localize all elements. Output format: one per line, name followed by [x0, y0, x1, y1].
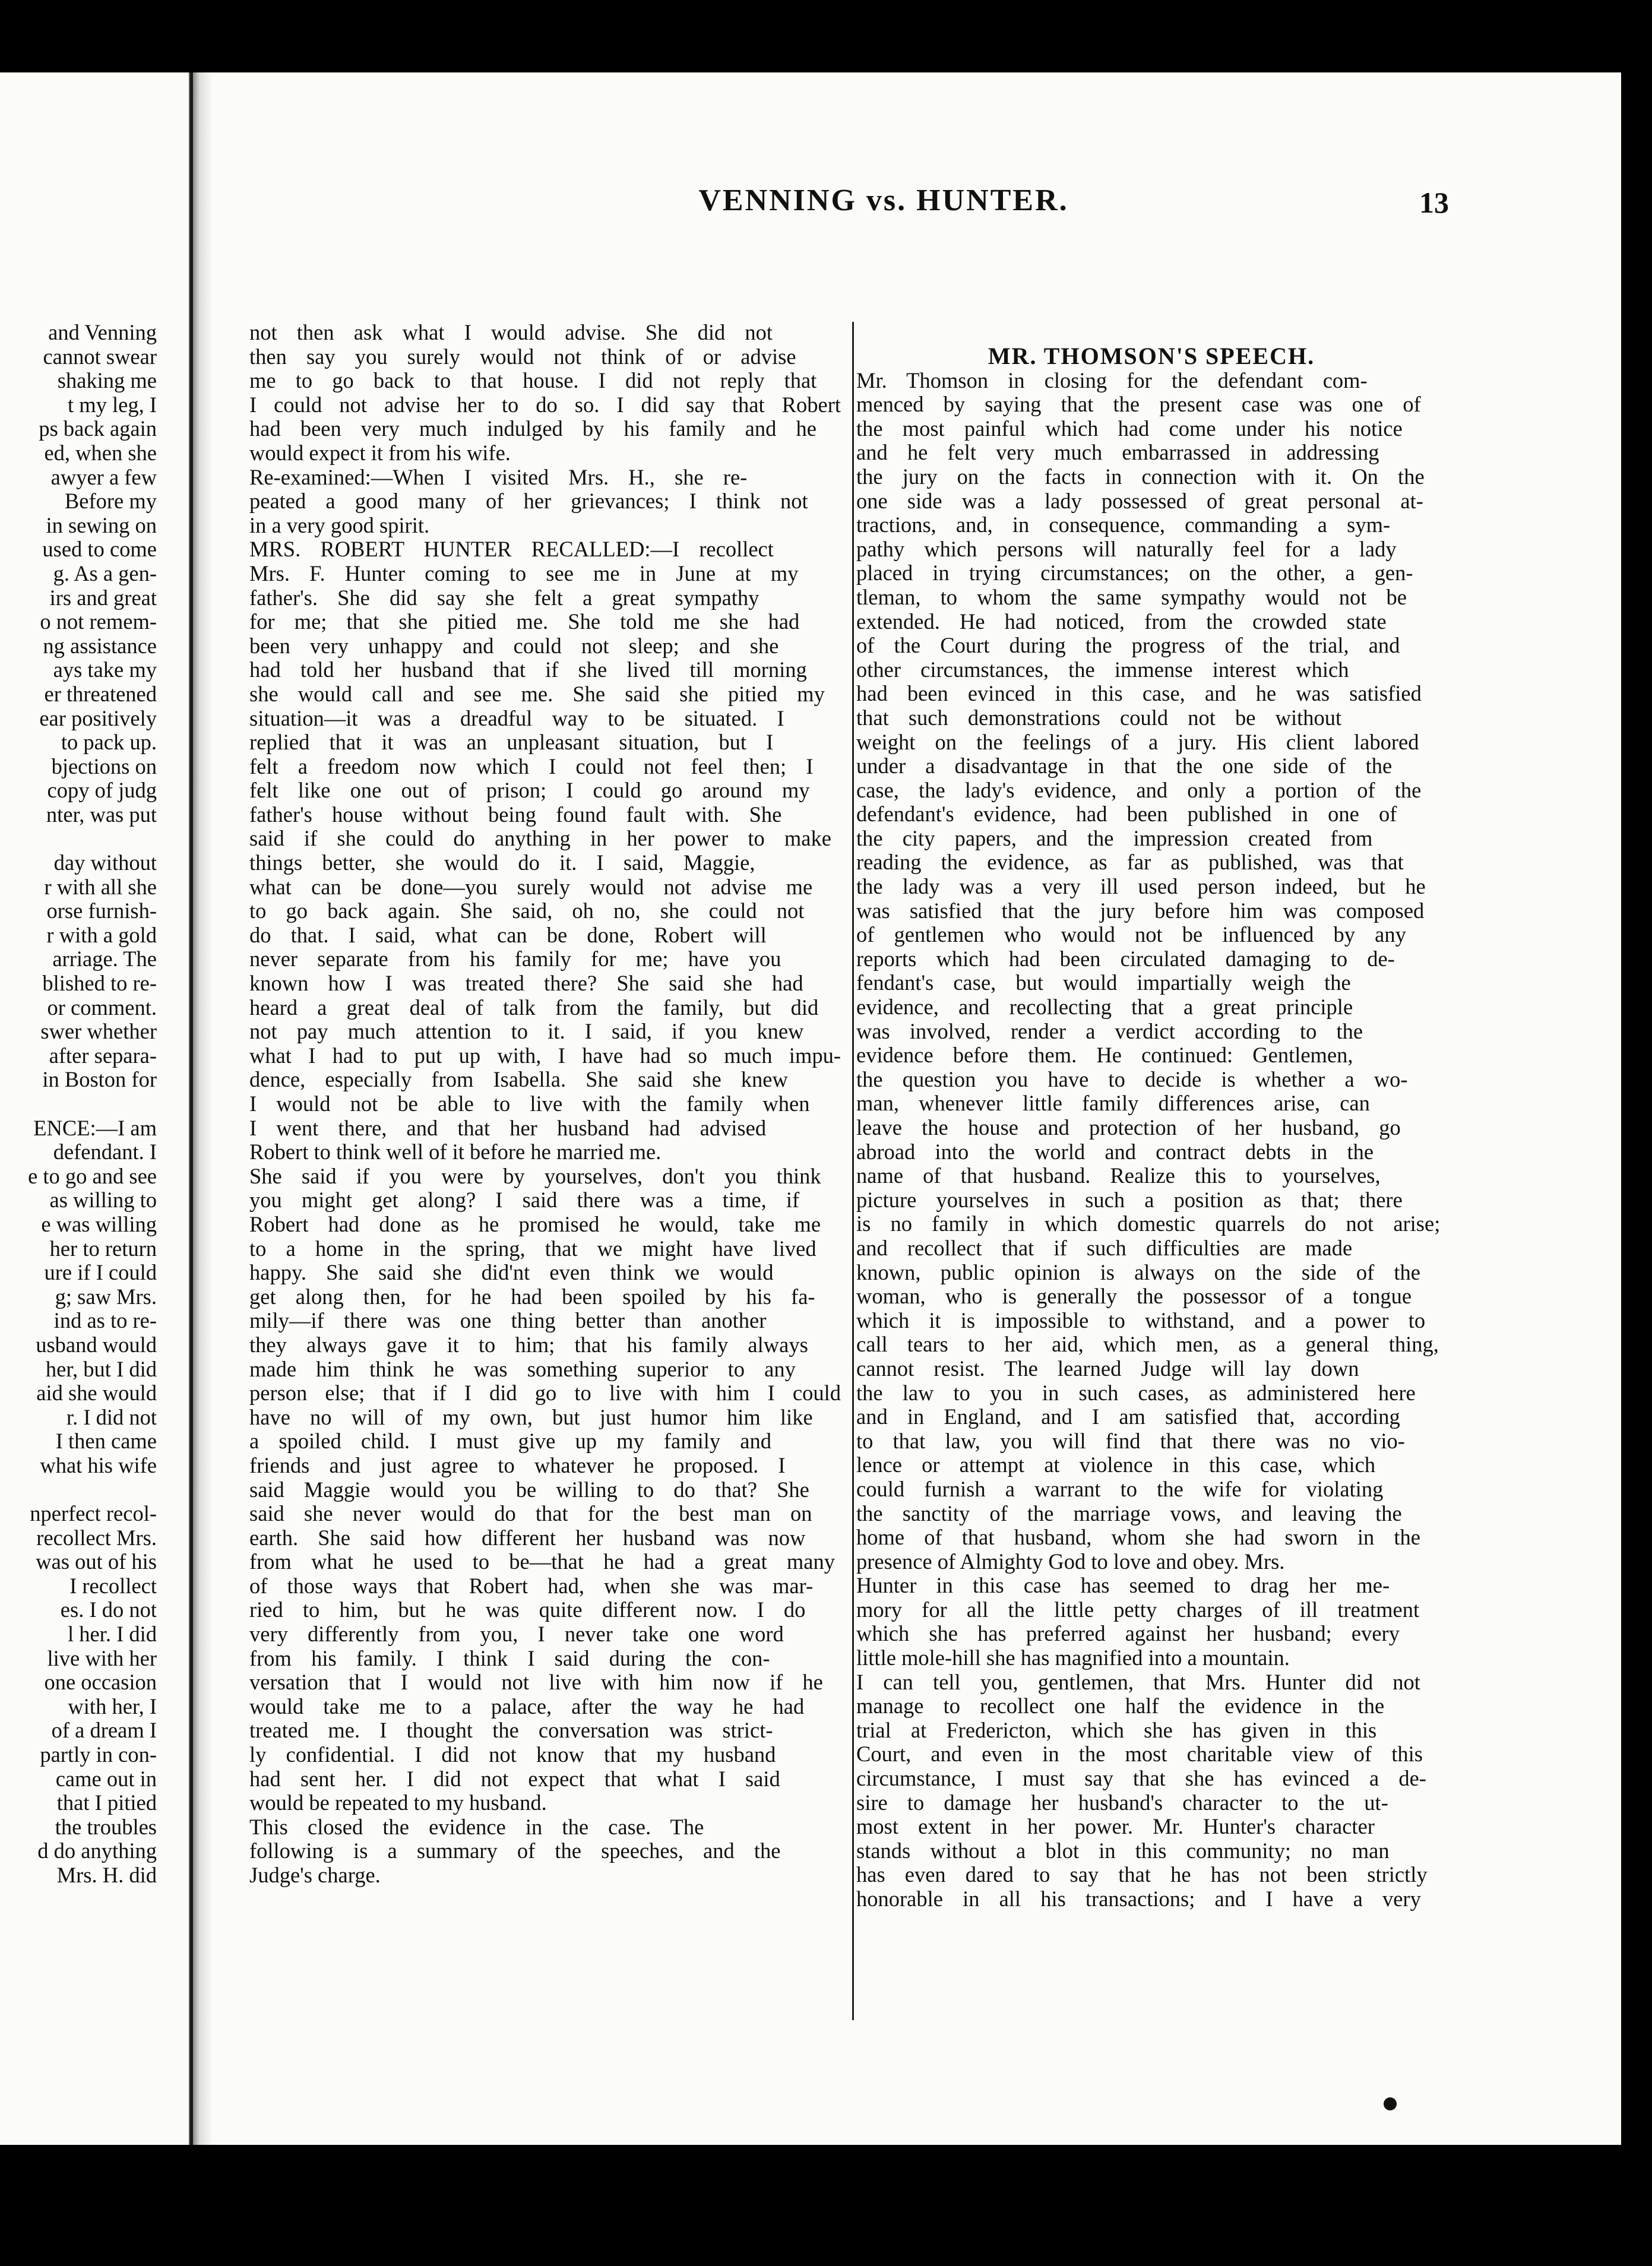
text-line: She said if you were by yourselves, don't you think — [249, 1164, 821, 1188]
running-head: VENNING vs. HUNTER. — [698, 183, 1069, 217]
text-line: for me; that she pitied me. She told me she had — [249, 610, 800, 634]
fragment-line: ed, when she — [44, 441, 157, 465]
fragment-line: copy of judg — [47, 778, 157, 803]
text-line: reading the evidence, as far as published, was that — [856, 850, 1404, 875]
text-line: do that. I said, what can be done, Robert will — [249, 923, 767, 947]
text-line: woman, who is generally the possessor of a tongue — [856, 1284, 1412, 1309]
text-line: abroad into the world and contract debts in the — [856, 1140, 1374, 1164]
text-line: lence or attempt at violence in this case, which — [856, 1453, 1376, 1477]
text-line: very differently from you, I never take one word — [249, 1622, 784, 1647]
text-line: placed in trying circumstances; on the other, a gen- — [856, 561, 1413, 586]
text-line: MRS. ROBERT HUNTER RECALLED:—I recollect — [249, 537, 774, 562]
text-line: you might get along? I said there was a time, if — [249, 1188, 800, 1213]
text-line: name of that husband. Realize this to yourselves, — [856, 1164, 1381, 1188]
fragment-line — [0, 827, 157, 851]
text-line: said she never would do that for the best man on — [249, 1502, 812, 1526]
text-line: had been evinced in this case, and he was satisfied — [856, 682, 1422, 706]
text-line: following is a summary of the speeches, and the — [249, 1839, 781, 1863]
fragment-line: o not remem- — [40, 610, 157, 634]
column-rule — [852, 322, 854, 2020]
fragment-line — [0, 1478, 157, 1502]
text-line: was satisfied that the jury before him was composed — [856, 898, 1425, 923]
text-line: picture yourselves in such a position as that; there — [856, 1188, 1403, 1212]
text-line: Robert had done as he promised he would, take me — [249, 1212, 821, 1236]
text-line: I can tell you, gentlemen, that Mrs. Hunter did not — [856, 1670, 1420, 1694]
fragment-line: er threatened — [44, 682, 157, 706]
text-line: what I had to put up with, I have had so much impu- — [249, 1043, 841, 1068]
text-line: dence, especially from Isabella. She said she knew — [249, 1068, 788, 1092]
fragment-line: r. I did not — [66, 1405, 157, 1429]
text-line: extended. He had noticed, from the crowded state — [856, 609, 1387, 634]
text-line: leave the house and protection of her husband, go — [856, 1116, 1401, 1140]
fragment-line: or comment. — [47, 995, 157, 1020]
text-line: I went there, and that her husband had advised — [249, 1116, 767, 1140]
fragment-line: I recollect — [69, 1574, 157, 1598]
fragment-line: Mrs. H. did — [56, 1863, 157, 1887]
text-line: me to go back to that house. I did not reply that — [249, 369, 817, 393]
text-line: a spoiled child. I must give up my family and — [249, 1429, 771, 1454]
text-line: the city papers, and the impression created from — [856, 826, 1373, 850]
text-line: tleman, to whom the same sympathy would not be — [856, 585, 1407, 609]
text-line: case, the lady's evidence, and only a portion of the — [856, 778, 1422, 802]
fragment-line: with her, I — [68, 1694, 157, 1719]
text-line: from what he used to be—that he had a great many — [249, 1550, 835, 1574]
fragment-line: shaking me — [57, 369, 157, 393]
fragment-line: r with a gold — [46, 923, 157, 947]
text-line: circumstance, I must say that she has evinced a de- — [856, 1767, 1426, 1791]
fragment-line: l her. I did — [67, 1622, 157, 1647]
text-line: trial at Fredericton, which she has given in this — [856, 1718, 1377, 1742]
fragment-line: ure if I could — [44, 1261, 157, 1285]
text-line: mory for all the little petty charges of ill treatment — [856, 1597, 1420, 1622]
text-line: of the Court during the progress of the trial, and — [856, 634, 1400, 658]
fragment-line: es. I do not — [60, 1598, 157, 1622]
text-line: had sent her. I did not expect that what I said — [249, 1767, 780, 1791]
middle-column — [249, 321, 841, 1888]
text-line: treated me. I thought the conversation was strict- — [249, 1719, 773, 1743]
text-line: stands without a blot in this community; no man — [856, 1838, 1390, 1863]
fragment-line: and Venning — [48, 321, 157, 344]
text-line: father's house without being found fault with. She — [249, 802, 782, 827]
fragment-line: came out in — [55, 1767, 157, 1791]
text-line: would expect it from his wife. — [249, 441, 511, 465]
text-line: Re-examined:—When I visited Mrs. H., she re- — [249, 465, 748, 489]
text-line: friends and just agree to whatever he proposed. I — [249, 1453, 786, 1477]
fragment-line: was out of his — [36, 1550, 157, 1574]
fragment-line: in sewing on — [46, 513, 157, 537]
text-line: menced by saying that the present case was one of — [856, 393, 1421, 417]
text-line: and he felt very much embarrassed in addressing — [856, 441, 1379, 465]
text-line: that such demonstrations could not be without — [856, 705, 1342, 730]
fragment-line: e to go and see — [28, 1164, 157, 1188]
text-line: to that law, you will find that there was no vio- — [856, 1429, 1405, 1453]
text-line: man, whenever little family differences arise, can — [856, 1091, 1370, 1116]
text-line: MR. THOMSON'S SPEECH. — [988, 344, 1315, 369]
text-line: peated a good many of her grievances; I think not — [249, 489, 808, 514]
fragment-line: recollect Mrs. — [36, 1526, 157, 1550]
text-line: the sanctity of the marriage vows, and leaving the — [856, 1501, 1402, 1526]
scanned-page — [0, 72, 1621, 2145]
fragment-line: ays take my — [53, 658, 157, 682]
text-line: Mr. Thomson in closing for the defendant com- — [856, 368, 1368, 393]
text-line: weight on the feelings of a jury. His client labored — [856, 730, 1419, 754]
fragment-line: what his wife — [40, 1453, 157, 1477]
fragment-line: ear positively — [39, 706, 157, 730]
fragment-line: blished to re- — [42, 971, 157, 996]
text-line: she would call and see me. She said she pitied my — [249, 682, 825, 706]
fragment-line: her to return — [49, 1236, 157, 1261]
text-line: the jury on the facts in connection with it. On the — [856, 464, 1425, 489]
text-line: is no family in which domestic quarrels do not arise; — [856, 1212, 1441, 1236]
text-line: known how I was treated there? She said she had — [249, 971, 803, 996]
fragment-line: nperfect recol- — [30, 1502, 157, 1526]
text-line: person else; that if I did go to live with him I could — [249, 1381, 841, 1406]
gutter-shadow — [189, 72, 213, 2145]
fragment-line: one occasion — [44, 1670, 157, 1695]
text-line: I could not advise her to do so. I did say that Robert — [249, 393, 841, 417]
text-line: things better, she would do it. I said, Maggie, — [249, 851, 755, 875]
fragment-line: that I pitied — [56, 1791, 157, 1815]
fragment-line: live with her — [47, 1646, 157, 1670]
ink-blot — [1384, 2097, 1397, 2110]
text-line: the most painful which had come under his notice — [856, 416, 1403, 441]
text-line: which it is impossible to withstand, and a power to — [856, 1308, 1426, 1333]
text-line: This closed the evidence in the case. The — [249, 1815, 704, 1839]
text-line: was involved, render a verdict according to the — [856, 1019, 1363, 1043]
fragment-line: as willing to — [49, 1188, 157, 1213]
fragment-line — [0, 1092, 157, 1116]
fragment-line: in Boston for — [42, 1068, 157, 1092]
fragment-line: her, but I did — [45, 1357, 157, 1381]
fragment-line: bjections on — [51, 754, 157, 778]
text-line: pathy which persons will naturally feel for a lady — [856, 537, 1397, 561]
text-line: replied that it was an unpleasant situation, but I — [249, 730, 774, 755]
fragment-line: ENCE:—I am — [33, 1116, 157, 1140]
text-line: one side was a lady possessed of great personal at- — [856, 489, 1423, 513]
fragment-line: r with all she — [44, 875, 157, 899]
text-line: Court, and even in the most charitable view of this — [856, 1742, 1423, 1767]
fragment-line: ps back again — [39, 417, 157, 441]
text-line: could furnish a warrant to the wife for violating — [856, 1477, 1384, 1501]
fragment-line: to pack up. — [61, 730, 157, 755]
text-line: and in England, and I am satisfied that, according — [856, 1405, 1400, 1429]
text-line: has even dared to say that he has not been strictly — [856, 1863, 1428, 1887]
fragment-line: day without — [53, 851, 157, 875]
text-line: evidence before them. He continued: Gentlemen, — [856, 1043, 1353, 1068]
text-line: felt a freedom now which I could not feel then; I — [249, 754, 814, 778]
text-line: Robert to think well of it before he married me. — [249, 1140, 662, 1164]
text-line: fendant's case, but would impartially weigh the — [856, 971, 1351, 995]
text-line: little mole-hill she has magnified into a mountain. — [856, 1646, 1290, 1670]
fragment-line: usband would — [36, 1333, 157, 1357]
fragment-line: nter, was put — [46, 802, 157, 827]
fragment-line: arriage. The — [52, 947, 157, 971]
text-line: have no will of my own, but just humor him like — [249, 1405, 813, 1429]
text-line: the lady was a very ill used person indeed, but he — [856, 875, 1426, 899]
fragment-line: of a dream I — [51, 1719, 157, 1743]
text-line: manage to recollect one half the evidence in the — [856, 1694, 1385, 1719]
fragment-line: irs and great — [49, 586, 157, 610]
text-line: had been very much indulged by his family and he — [249, 417, 816, 441]
text-line: tractions, and, in consequence, commanding a sym- — [856, 513, 1391, 537]
text-line: not pay much attention to it. I said, if you knew — [249, 1020, 804, 1044]
text-line: father's. She did say she felt a great sympathy — [249, 586, 759, 610]
text-line: and recollect that if such difficulties are made — [856, 1236, 1353, 1260]
text-line: of those ways that Robert had, when she was mar- — [249, 1574, 814, 1598]
fragment-line: d do anything — [37, 1839, 157, 1863]
fragment-line: the troubles — [55, 1815, 157, 1839]
text-line: never separate from his family for me; have you — [249, 947, 781, 971]
fragment-line: partly in con- — [40, 1743, 157, 1767]
text-line: Hunter in this case has seemed to drag her me- — [856, 1574, 1390, 1598]
text-line: in a very good spirit. — [249, 513, 430, 537]
text-line: happy. She said she did'nt even think we would — [249, 1261, 774, 1285]
text-line: under a disadvantage in that the one side of the — [856, 754, 1393, 778]
fragment-line: orse furnish- — [46, 899, 157, 923]
text-line: cannot resist. The learned Judge will lay down — [856, 1356, 1359, 1381]
text-line: evidence, and recollecting that a great principle — [856, 995, 1353, 1020]
text-line: made him think he was something superior to any — [249, 1357, 796, 1381]
text-line: had told her husband that if she lived till morning — [249, 658, 807, 682]
fragment-line: defendant. I — [53, 1140, 157, 1164]
previous-page-fragment — [0, 321, 157, 1888]
fragment-line: aid she would — [36, 1381, 157, 1406]
text-line: mily—if there was one thing better than another — [249, 1309, 767, 1333]
text-line: they always gave it to him; that his family always — [249, 1333, 808, 1357]
text-line: said Maggie would you be willing to do that? She — [249, 1477, 809, 1502]
text-line: I would not be able to live with the family when — [249, 1092, 810, 1116]
fragment-line: awyer a few — [50, 465, 157, 489]
fragment-line: after separa- — [49, 1043, 157, 1068]
text-line: presence of Almighty God to love and obey. Mrs. — [856, 1549, 1285, 1574]
text-line: sire to damage her husband's character to the ut- — [856, 1790, 1388, 1815]
page-number: 13 — [1419, 186, 1449, 219]
text-line: ried to him, but he was quite different now. I do — [249, 1598, 806, 1622]
text-line: what can be done—you surely would not advise me — [249, 875, 813, 899]
text-line: would take me to a palace, after the way he had — [249, 1694, 805, 1719]
fragment-line: t my leg, I — [67, 393, 157, 417]
fragment-line: cannot swear — [43, 344, 157, 369]
fragment-line: g; saw Mrs. — [55, 1284, 157, 1309]
text-line: been very unhappy and could not sleep; and she — [249, 634, 779, 658]
text-line: most extent in her power. Mr. Hunter's character — [856, 1815, 1375, 1839]
text-line: the question you have to decide is whether a wo- — [856, 1067, 1408, 1091]
text-line: defendant's evidence, had been published in one of — [856, 802, 1397, 827]
fragment-line: used to come — [42, 537, 157, 562]
text-line: would be repeated to my husband. — [249, 1791, 547, 1815]
text-line: earth. She said how different her husband was now — [249, 1526, 806, 1550]
text-line: the law to you in such cases, as administered here — [856, 1381, 1416, 1405]
fragment-line: e was willing — [41, 1212, 157, 1236]
text-line: honorable in all his transactions; and I have a very — [856, 1887, 1421, 1911]
text-line: felt like one out of prison; I could go around my — [249, 778, 810, 803]
text-line: not then ask what I would advise. She did not — [249, 321, 773, 344]
text-line: situation—it was a dreadful way to be situated. I — [249, 706, 784, 730]
text-line: known, public opinion is always on the side of the — [856, 1260, 1420, 1284]
right-column — [856, 344, 1447, 1911]
text-line: which she has preferred against her husband; every — [856, 1622, 1400, 1646]
text-line: call tears to her aid, which men, as a general thing, — [856, 1333, 1439, 1357]
text-line: then say you surely would not think of or advise — [249, 344, 796, 369]
fragment-line: ind as to re- — [53, 1309, 157, 1333]
text-line: heard a great deal of talk from the family, but did — [249, 995, 819, 1020]
text-line: from his family. I think I said during the con- — [249, 1646, 770, 1670]
text-line: to a home in the spring, that we might have lived — [249, 1236, 816, 1261]
text-line: other circumstances, the immense interest which — [856, 657, 1349, 682]
text-line: Mrs. F. Hunter coming to see me in June at my — [249, 561, 799, 586]
text-line: of gentlemen who would not be influenced by any — [856, 923, 1406, 947]
text-line: ly confidential. I did not know that my husband — [249, 1743, 776, 1767]
text-line: home of that husband, whom she had sworn in the — [856, 1526, 1420, 1550]
fragment-line: swer whether — [40, 1020, 157, 1044]
text-line: said if she could do anything in her power to make — [249, 827, 831, 851]
text-line: Judge's charge. — [249, 1863, 381, 1887]
text-line: to go back again. She said, oh no, she could not — [249, 899, 805, 923]
text-line: reports which had been circulated damaging to de- — [856, 947, 1395, 971]
fragment-line: Before my — [64, 489, 157, 514]
fragment-line: ng assistance — [43, 634, 157, 658]
text-line: versation that I would not live with him now if he — [249, 1670, 823, 1695]
text-line: get along then, for he had been spoiled by his fa- — [249, 1284, 815, 1309]
fragment-line: g. As a gen- — [53, 561, 157, 586]
fragment-line: I then came — [55, 1429, 157, 1454]
